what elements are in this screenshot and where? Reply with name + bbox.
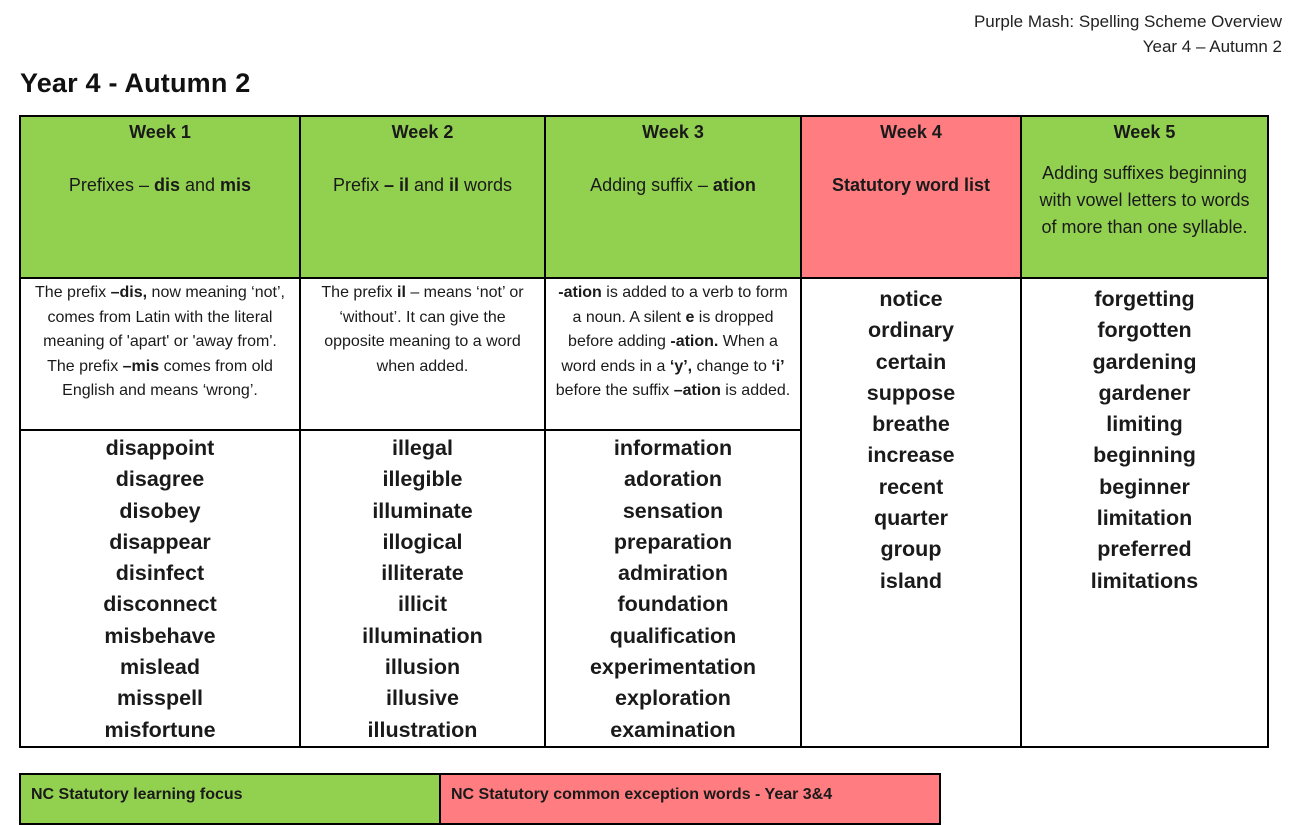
spelling-word: limiting	[1106, 412, 1183, 437]
bold-text-run: il	[397, 284, 406, 301]
spelling-word: illumination	[362, 623, 483, 648]
week-5-header	[1021, 116, 1268, 278]
spelling-word: misbehave	[104, 623, 216, 648]
spelling-word: limitation	[1096, 506, 1193, 531]
spelling-word: forgotten	[1097, 318, 1192, 343]
spelling-word: preferred	[1097, 537, 1192, 562]
spelling-word: disagree	[115, 467, 205, 492]
bold-text-run: ‘y’,	[669, 357, 693, 375]
spelling-word: misfortune	[104, 717, 216, 742]
spelling-word: illogical	[382, 529, 463, 554]
spelling-word: illegal	[392, 436, 453, 460]
bold-text-run: e	[685, 308, 695, 326]
text-run: The prefix	[47, 357, 123, 375]
text-run: is added.	[720, 382, 791, 399]
spelling-word: disconnect	[103, 592, 217, 617]
text-run: before the suffix	[555, 382, 674, 399]
week-1-label: Week 1	[129, 122, 191, 142]
week-header-row	[20, 116, 1268, 278]
bold-text-run: -ation	[558, 284, 602, 301]
text-run: words	[459, 175, 513, 195]
document-header	[974, 9, 1282, 59]
spelling-word: group	[880, 537, 942, 562]
week-1-description	[20, 278, 300, 430]
week-4-topic	[802, 172, 1020, 199]
bold-text-run: mis	[220, 175, 252, 195]
week-4-header	[801, 116, 1021, 278]
week-2-word-list	[300, 430, 545, 747]
bold-text-run: –ation	[673, 382, 721, 399]
spelling-word: beginning	[1093, 443, 1196, 468]
week-3-header	[545, 116, 801, 278]
spelling-word: increase	[867, 443, 955, 468]
spelling-word: mislead	[119, 655, 201, 680]
text-run: change to	[692, 357, 772, 375]
spelling-word: gardener	[1098, 380, 1191, 405]
spelling-word: gardening	[1092, 349, 1197, 374]
spelling-word: foundation	[617, 592, 729, 617]
spelling-word: qualification	[609, 623, 737, 648]
bold-text-run: dis	[153, 175, 180, 195]
spelling-word: illicit	[398, 592, 447, 617]
bold-text-run: –mis	[122, 357, 160, 375]
spelling-word: illusion	[384, 655, 461, 680]
header-scheme-title: Purple Mash: Spelling Scheme Overview	[973, 12, 1282, 31]
week-5-word-list	[1021, 278, 1268, 747]
text-run: – means ‘not’ or ‘without’. It can give the opposite meaning to a word when added.	[324, 284, 524, 375]
spelling-word: exploration	[615, 686, 731, 711]
spelling-word: disappoint	[105, 436, 215, 460]
bold-text-run: ‘i’	[771, 357, 785, 375]
spelling-overview-table	[19, 115, 1269, 748]
bold-text-run: ation	[712, 175, 756, 195]
spelling-word: forgetting	[1094, 287, 1195, 311]
spelling-word: disobey	[119, 498, 201, 523]
key-learning-focus: NC Statutory learning focus	[20, 774, 440, 824]
week-2-topic	[301, 172, 544, 199]
week-2-label: Week 2	[391, 122, 454, 142]
text-run: comes from old English and means ‘wrong’.	[62, 357, 273, 399]
spelling-word: beginner	[1099, 474, 1190, 499]
text-run: and	[408, 175, 450, 195]
spelling-word: information	[613, 436, 733, 460]
spelling-word: ordinary	[867, 318, 955, 343]
week-4-word-list	[801, 278, 1021, 747]
week-5-label: Week 5	[1113, 122, 1176, 142]
text-run: now meaning ‘not’, comes from Latin with the literal meaning of 'apart' or 'away from'.	[43, 284, 285, 350]
key-exception-words: NC Statutory common exception words - Year 3&4	[440, 774, 940, 824]
week-1-header	[20, 116, 300, 278]
spelling-word: experimentation	[589, 655, 757, 680]
bold-text-run: – il	[383, 175, 409, 195]
week-2-description	[300, 278, 545, 430]
week-3-description	[545, 278, 801, 430]
week-3-label: Week 3	[642, 122, 704, 142]
spelling-word: quarter	[873, 506, 949, 531]
week-3-topic	[546, 172, 800, 199]
spelling-word: island	[879, 568, 943, 593]
spelling-word: suppose	[866, 380, 956, 405]
text-run: The prefix	[321, 284, 397, 301]
spelling-word: adoration	[624, 467, 722, 492]
week-4-label: Week 4	[880, 122, 942, 142]
text-run: Adding suffixes beginning with vowel letters to words of more than one syllable.	[1039, 163, 1250, 237]
bold-text-run: -ation.	[670, 333, 719, 350]
bold-text-run: –dis,	[110, 284, 148, 301]
text-run: Prefixes –	[68, 175, 154, 195]
bold-text-run: Statutory word list	[831, 175, 990, 195]
spelling-word: illegible	[382, 467, 463, 492]
week-2-header	[300, 116, 545, 278]
text-run: The prefix	[35, 284, 111, 301]
spelling-word: disappear	[109, 529, 211, 554]
text-run: Adding suffix –	[590, 175, 713, 195]
bold-text-run: il	[449, 175, 460, 195]
spelling-word: notice	[879, 287, 943, 311]
text-run: is dropped before adding	[568, 308, 774, 350]
week-1-topic	[21, 172, 299, 199]
header-term: Year 4 – Autumn 2	[1142, 37, 1282, 56]
spelling-word: preparation	[613, 529, 733, 554]
spelling-word: limitations	[1090, 568, 1199, 593]
week-1-word-list	[20, 430, 300, 747]
spelling-word: examination	[610, 717, 736, 742]
page-title: Year 4 - Autumn 2	[20, 68, 251, 98]
text-run: Prefix	[332, 175, 384, 195]
text-run: When a word ends in a	[561, 333, 778, 375]
text-run: and	[179, 175, 221, 195]
text-run: is added to a verb to form a noun. A silent	[572, 284, 788, 326]
spelling-word: breathe	[872, 412, 950, 437]
spelling-word: illuminate	[372, 498, 473, 523]
spelling-word: sensation	[622, 498, 724, 523]
spelling-word: admiration	[618, 561, 728, 586]
spelling-word: misspell	[116, 686, 204, 711]
spelling-word: illustration	[367, 717, 478, 742]
colour-key	[19, 773, 941, 825]
spelling-word: certain	[875, 349, 947, 374]
spelling-word: illiterate	[381, 561, 464, 586]
spelling-word: recent	[878, 474, 944, 499]
week-3-word-list	[545, 430, 801, 747]
description-row	[20, 278, 1268, 430]
spelling-word: disinfect	[115, 561, 205, 586]
week-5-topic	[1022, 160, 1267, 241]
spelling-word: illusive	[386, 686, 459, 711]
